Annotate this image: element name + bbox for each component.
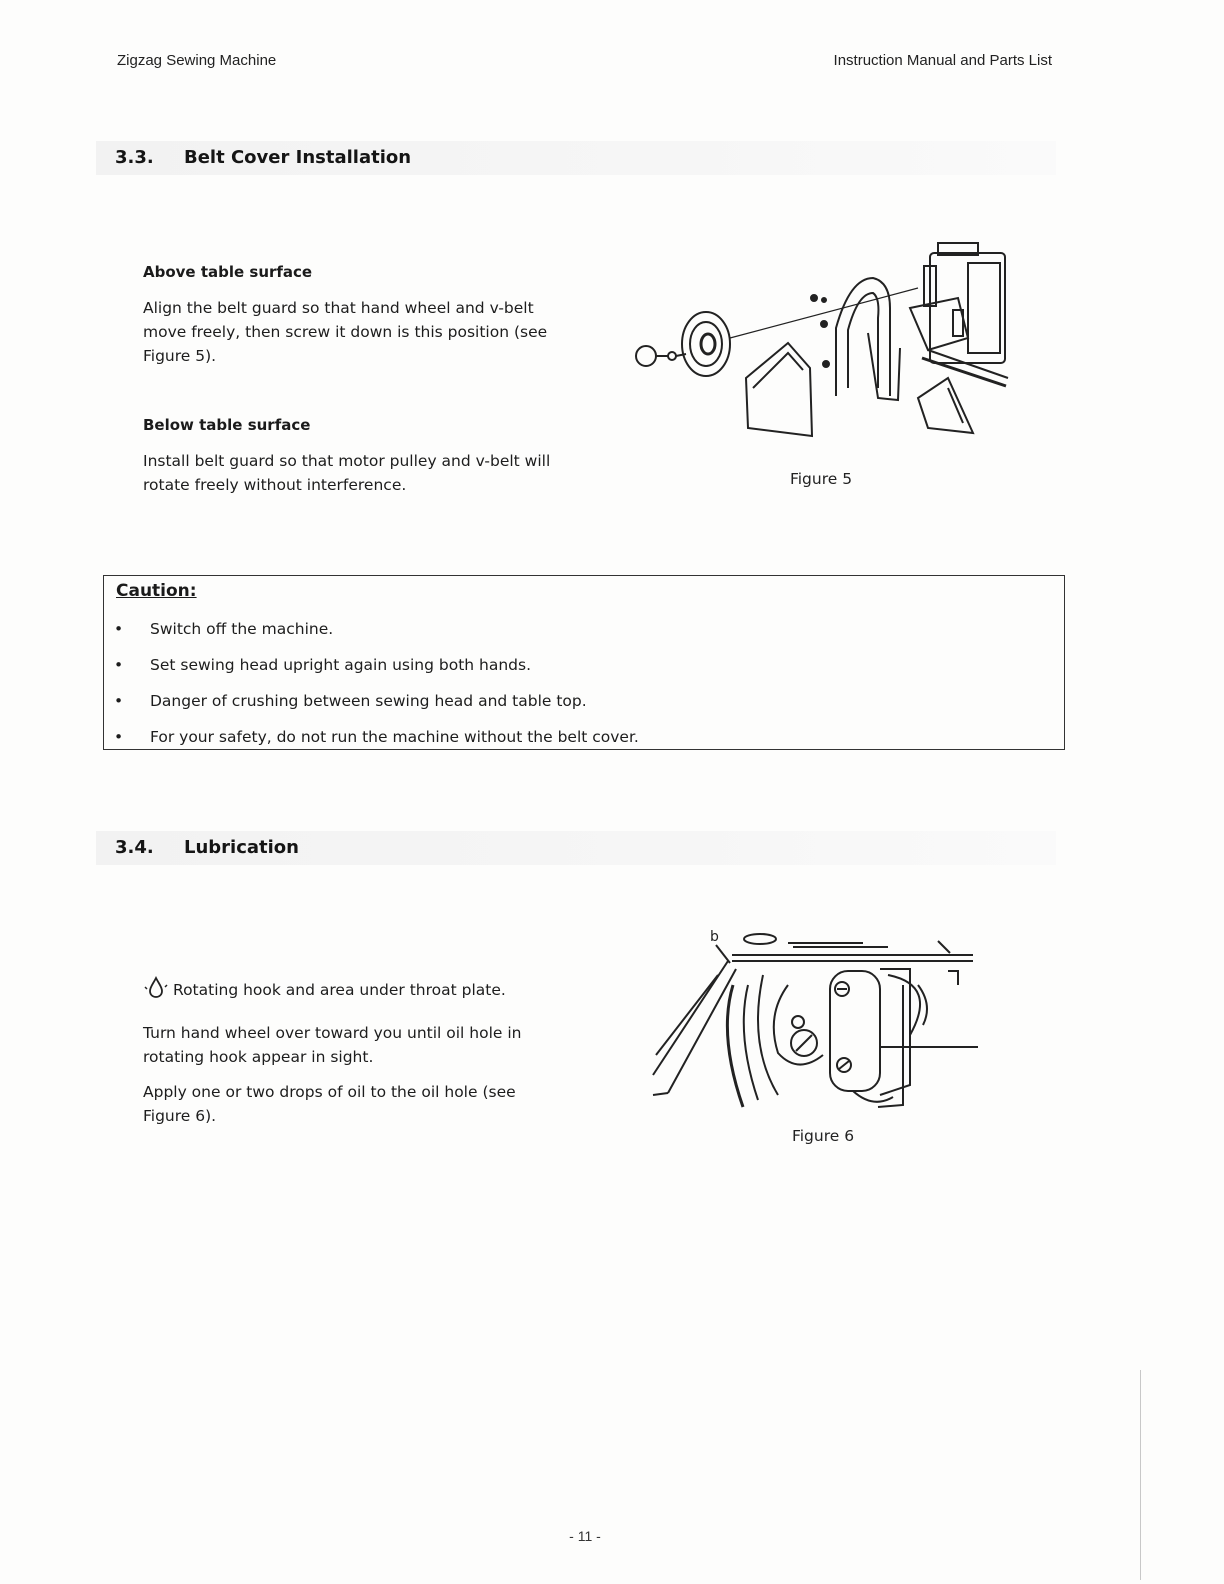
oil-drop-icon xyxy=(143,975,169,999)
lubrication-step-2: Apply one or two drops of oil to the oil hole (see Figure 6). xyxy=(143,1083,516,1125)
caution-item: • Switch off the machine. xyxy=(114,620,334,638)
section-title: Lubrication xyxy=(184,837,299,858)
caution-item: • For your safety, do not run the machine without the belt cover. xyxy=(114,728,639,746)
caution-box xyxy=(103,575,1065,750)
page-edge-mark xyxy=(1140,1370,1141,1580)
header-document-type: Instruction Manual and Parts List xyxy=(833,52,1052,69)
section-heading-belt-cover xyxy=(96,141,1056,175)
caution-title: Caution: xyxy=(116,581,197,601)
caution-item: • Set sewing head upright again using both hands. xyxy=(114,656,532,674)
section-number: 3.4. xyxy=(115,837,154,858)
figure-6-caption: Figure 6 xyxy=(791,1127,855,1145)
header-manual-title: Zigzag Sewing Machine xyxy=(117,52,277,69)
above-table-heading: Above table surface xyxy=(143,263,313,281)
page-number: - 11 - xyxy=(569,1528,601,1544)
section-heading-lubrication xyxy=(96,831,1056,865)
below-table-text: Install belt guard so that motor pulley and v-belt will rotate freely without interference. xyxy=(143,452,551,494)
below-table-heading: Below table surface xyxy=(143,416,311,434)
caution-item: • Danger of crushing between sewing head and table top. xyxy=(114,692,587,710)
belt-cover-figure xyxy=(628,238,1013,453)
above-table-text: Align the belt guard so that hand wheel and v-belt move freely, then screw it down is this position (see Figure 5). xyxy=(143,299,548,365)
svg-text:b: b xyxy=(710,929,719,945)
section-title: Belt Cover Installation xyxy=(184,147,412,168)
lubrication-point-text: Rotating hook and area under throat plate. xyxy=(173,981,506,999)
lubrication-step-1: Turn hand wheel over toward you until oil hole in rotating hook appear in sight. xyxy=(143,1024,522,1066)
lubrication-point xyxy=(143,975,583,1002)
figure-5-caption: Figure 5 xyxy=(789,470,853,488)
lubrication-figure xyxy=(648,925,983,1115)
section-number: 3.3. xyxy=(115,147,154,168)
